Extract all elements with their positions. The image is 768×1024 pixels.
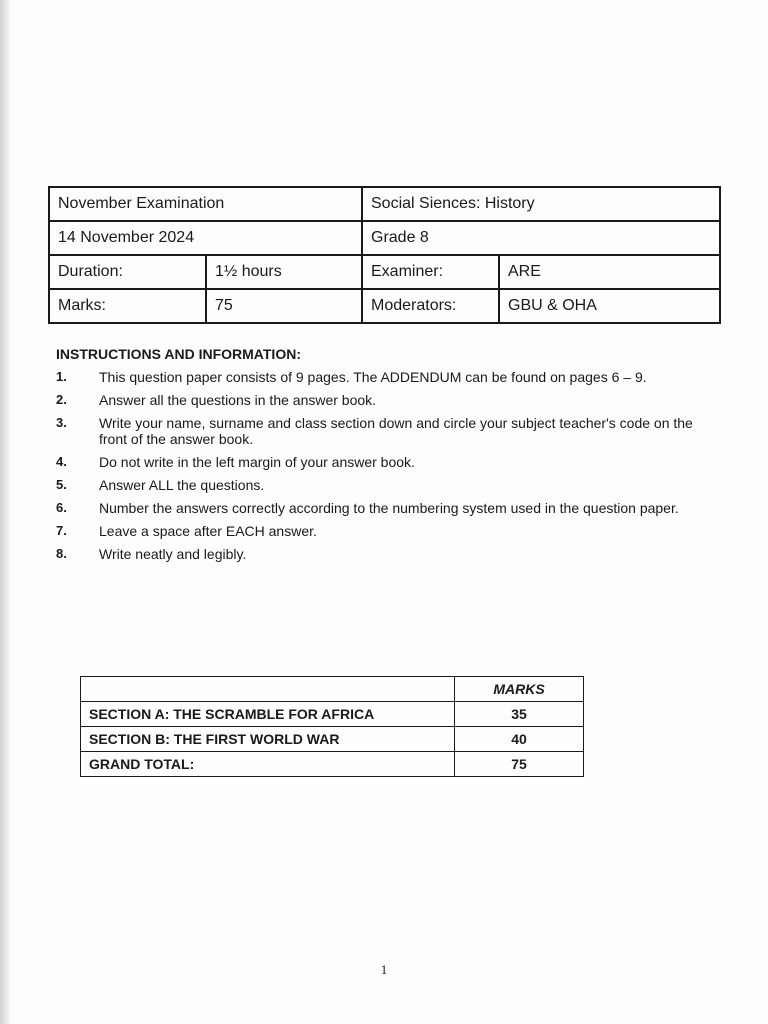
- section-label: SECTION B: THE FIRST WORLD WAR: [81, 727, 455, 752]
- marks-row: [81, 752, 584, 777]
- instruction-item: [56, 546, 716, 562]
- examiner-value: ARE: [499, 255, 720, 289]
- section-label: SECTION A: THE SCRAMBLE FOR AFRICA: [81, 702, 455, 727]
- moderators-label: Moderators:: [362, 289, 499, 323]
- marks-table: [80, 676, 584, 777]
- instruction-number: 1.: [56, 369, 67, 384]
- instruction-number: 6.: [56, 500, 67, 515]
- total-marks: 75: [455, 752, 584, 777]
- exam-info-table: [48, 186, 721, 324]
- marks-row: [81, 727, 584, 752]
- instruction-number: 2.: [56, 392, 67, 407]
- instructions-section: [56, 346, 716, 562]
- examiner-label: Examiner:: [362, 255, 499, 289]
- instruction-text: Write your name, surname and class section down and circle your subject teacher's code on the front of the answer book.: [99, 415, 693, 447]
- exam-date: 14 November 2024: [49, 221, 362, 255]
- marks-label: Marks:: [49, 289, 206, 323]
- instruction-text: Number the answers correctly according to the numbering system used in the question paper.: [99, 500, 679, 516]
- instruction-item: [56, 454, 716, 470]
- marks-value: 75: [206, 289, 362, 323]
- exam-info-row: [49, 187, 720, 221]
- marks-header-row: [81, 677, 584, 702]
- instruction-item: [56, 500, 716, 516]
- instruction-number: 5.: [56, 477, 67, 492]
- section-marks: 40: [455, 727, 584, 752]
- instruction-item: [56, 369, 716, 385]
- exam-info-row: [49, 289, 720, 323]
- marks-header: MARKS: [455, 677, 584, 702]
- exam-info-row: [49, 221, 720, 255]
- instruction-item: [56, 477, 716, 493]
- instruction-item: [56, 392, 716, 408]
- scan-edge: [0, 0, 10, 1024]
- marks-row: [81, 702, 584, 727]
- instruction-text: Leave a space after EACH answer.: [99, 523, 317, 539]
- duration-label: Duration:: [49, 255, 206, 289]
- exam-info-row: [49, 255, 720, 289]
- page-number: 1: [380, 962, 388, 977]
- subject-name: Social Siences: History: [362, 187, 720, 221]
- instruction-text: Write neatly and legibly.: [99, 546, 247, 562]
- instruction-item: [56, 523, 716, 539]
- grade-label: Grade 8: [362, 221, 720, 255]
- marks-header-blank: [81, 677, 455, 702]
- instruction-number: 8.: [56, 546, 67, 561]
- instruction-text: This question paper consists of 9 pages. The ADDENDUM can be found on pages 6 – 9.: [99, 369, 647, 385]
- instruction-item: [56, 415, 716, 447]
- instruction-number: 7.: [56, 523, 67, 538]
- total-label: GRAND TOTAL:: [81, 752, 455, 777]
- duration-value: 1½ hours: [206, 255, 362, 289]
- instruction-number: 4.: [56, 454, 67, 469]
- moderators-value: GBU & OHA: [499, 289, 720, 323]
- instruction-text: Answer ALL the questions.: [99, 477, 265, 493]
- section-marks: 35: [455, 702, 584, 727]
- instruction-text: Do not write in the left margin of your answer book.: [99, 454, 415, 470]
- instruction-number: 3.: [56, 415, 67, 430]
- exam-title: November Examination: [49, 187, 362, 221]
- instructions-title: INSTRUCTIONS AND INFORMATION:: [56, 346, 301, 362]
- instruction-text: Answer all the questions in the answer book.: [99, 392, 377, 408]
